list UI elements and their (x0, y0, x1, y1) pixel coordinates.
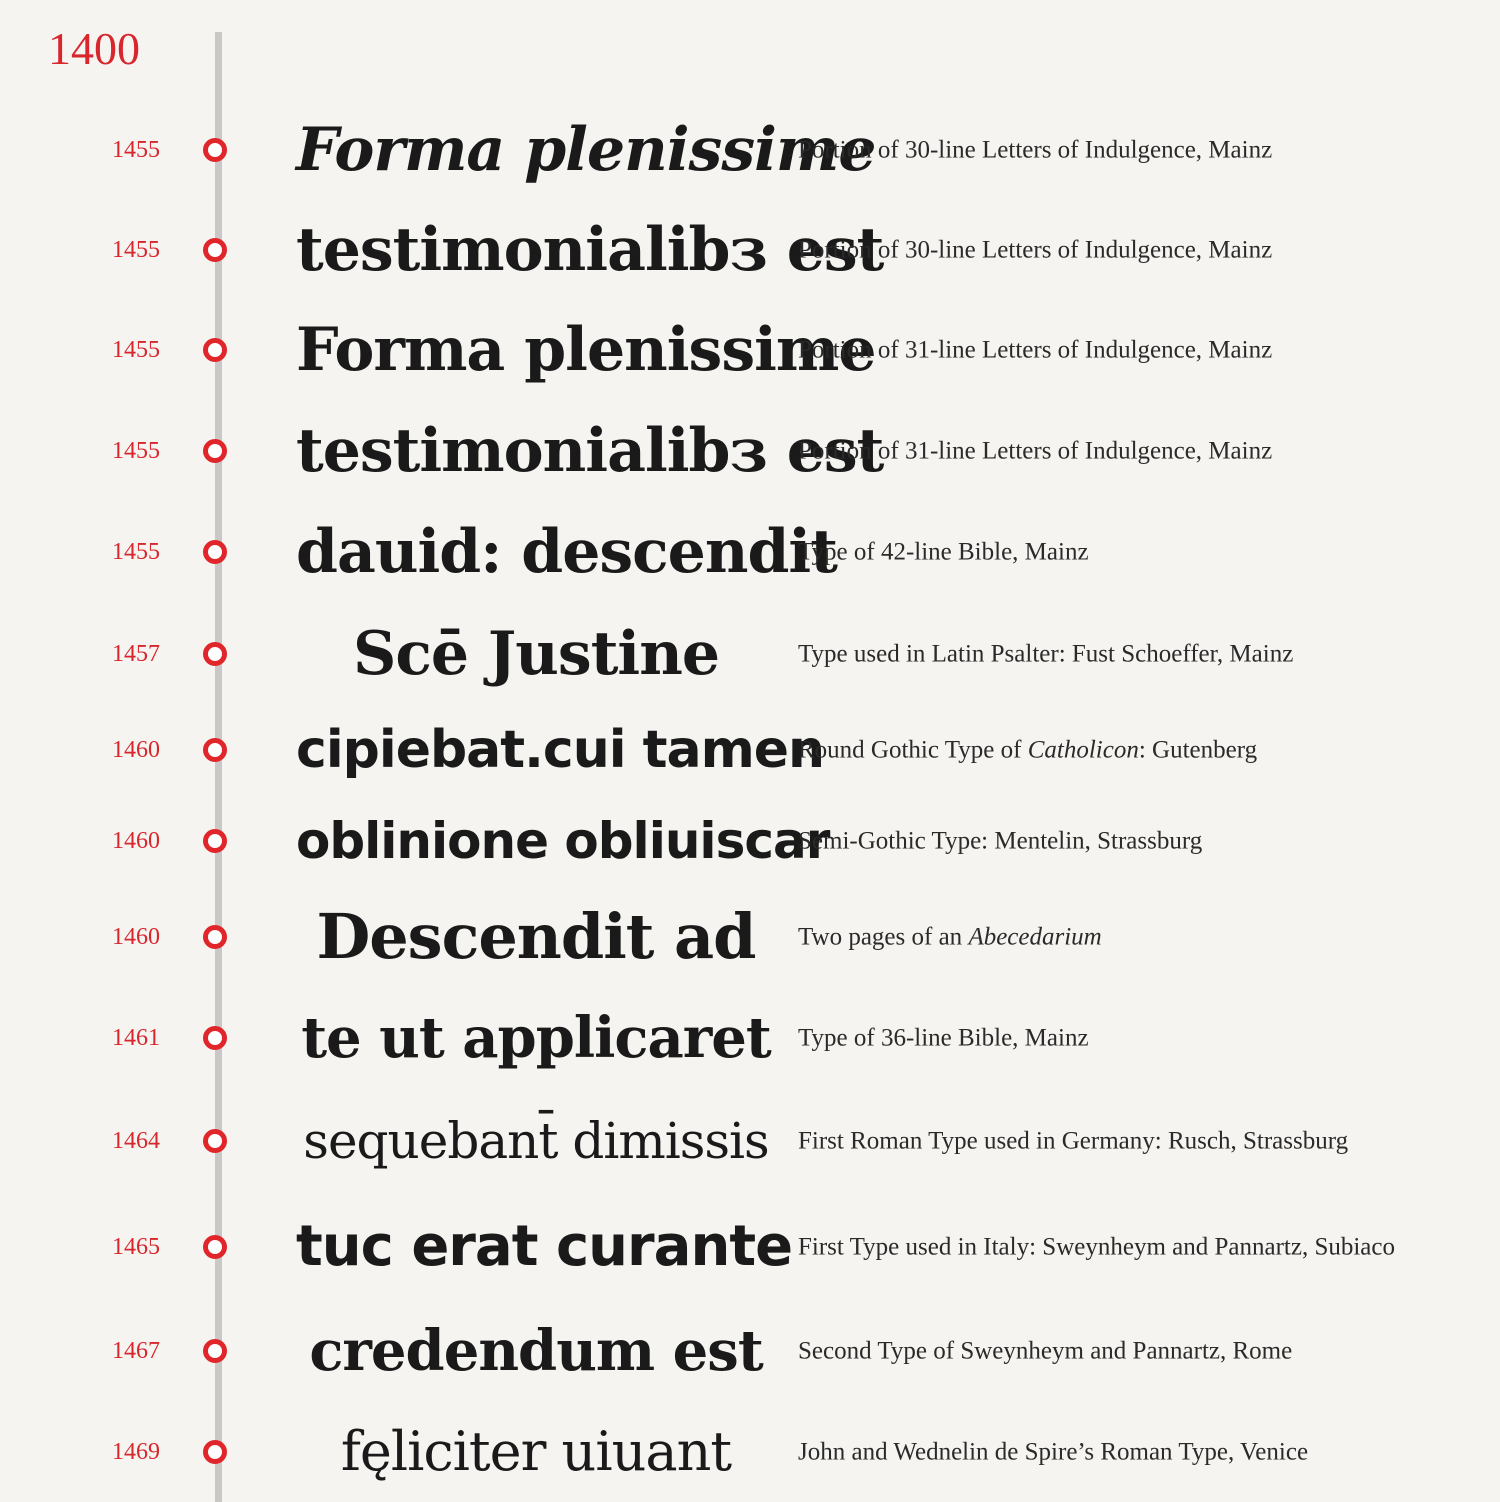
entry-description (798, 731, 1398, 770)
type-sample: testimonialibз est (296, 416, 884, 486)
entry-year: 1460 (112, 924, 160, 950)
entry-year: 1455 (112, 438, 160, 464)
description-title: Catholicon (1027, 736, 1139, 764)
entry-description: Semi-Gothic Type: Mentelin, Strassburg (798, 827, 1203, 855)
type-sample: tuc erat curante (296, 1214, 793, 1279)
timeline-dot[interactable] (203, 1235, 227, 1259)
type-sample: fęliciter uiuant (340, 1420, 732, 1483)
entry-year: 1455 (112, 539, 160, 565)
entry-year: 1455 (112, 137, 160, 163)
type-sample: credendum est (309, 1318, 763, 1384)
entry-description: First Roman Type used in Germany: Rusch, Strassburg (798, 1127, 1349, 1155)
description-title: Abecedarium (968, 923, 1102, 951)
type-sample: te ut applicaret (301, 1005, 771, 1071)
entry-year: 1464 (112, 1128, 160, 1154)
entry-description (798, 918, 1398, 957)
entry-description: Portion of 31-line Letters of Indulgence, Mainz (798, 437, 1273, 465)
entry-year: 1460 (112, 737, 160, 763)
entry-description: Second Type of Sweynheym and Pannartz, Rome (798, 1337, 1293, 1365)
type-sample: Forma plenissime (296, 315, 876, 385)
entry-year: 1455 (112, 337, 160, 363)
century-label: 1400 (48, 23, 140, 74)
entry-description: Type of 42-line Bible, Mainz (798, 538, 1089, 566)
type-sample: oblinione obliuiscar (296, 812, 830, 870)
entry-year: 1465 (112, 1234, 160, 1260)
entry-year: 1461 (112, 1025, 160, 1051)
entry-description: Portion of 30-line Letters of Indulgence, Mainz (798, 136, 1273, 164)
timeline-dot[interactable] (203, 642, 227, 666)
entry-description: First Type used in Italy: Sweynheym and Pannartz, Subiaco (798, 1233, 1395, 1261)
timeline-dot[interactable] (203, 1026, 227, 1050)
entry-year: 1457 (112, 641, 160, 667)
timeline-dot[interactable] (203, 1440, 227, 1464)
type-sample: Descendit ad (316, 900, 756, 973)
entry-description: Portion of 31-line Letters of Indulgence, Mainz (798, 336, 1273, 364)
type-sample: Scē Justine (352, 619, 720, 689)
entry-description: Type used in Latin Psalter: Fust Schoeffer, Mainz (798, 640, 1294, 668)
entry-description: Portion of 30-line Letters of Indulgence, Mainz (798, 236, 1273, 264)
type-sample: sequebant̄ dimissis (303, 1112, 769, 1170)
entry-year: 1467 (112, 1338, 160, 1364)
type-sample: Forma plenissime (296, 115, 876, 185)
timeline-dot[interactable] (203, 829, 227, 853)
entry-year: 1460 (112, 828, 160, 854)
description-text: Round Gothic Type of (798, 736, 1028, 764)
type-sample: testimonialibз est (296, 215, 884, 285)
timeline-dot[interactable] (203, 1339, 227, 1363)
timeline-dot[interactable] (203, 138, 227, 162)
entry-description: John and Wednelin de Spire’s Roman Type, Venice (798, 1438, 1309, 1466)
type-sample: cipiebat.cui tamen (296, 720, 825, 780)
entry-year: 1455 (112, 237, 160, 263)
timeline-dot[interactable] (203, 540, 227, 564)
timeline-dot[interactable] (203, 238, 227, 262)
description-text: : Gutenberg (1138, 736, 1258, 764)
timeline-dot[interactable] (203, 1129, 227, 1153)
entry-year: 1469 (112, 1439, 160, 1465)
entry-description: Type of 36-line Bible, Mainz (798, 1024, 1089, 1052)
timeline-dot[interactable] (203, 738, 227, 762)
type-sample: dauid: descendit (296, 517, 837, 587)
timeline-dot[interactable] (203, 338, 227, 362)
description-text: Two pages of an (798, 923, 969, 951)
timeline-dot[interactable] (203, 439, 227, 463)
timeline-dot[interactable] (203, 925, 227, 949)
